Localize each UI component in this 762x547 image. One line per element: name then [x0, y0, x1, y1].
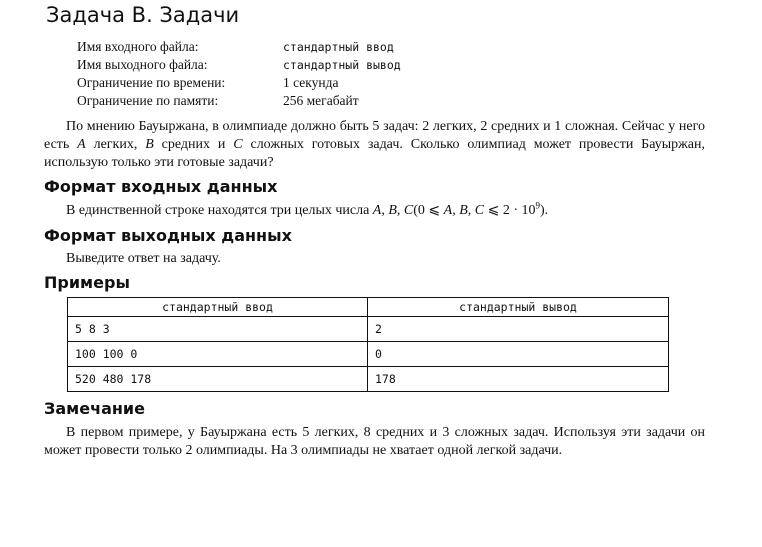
- meta-value: 1 секунда: [283, 75, 339, 90]
- example-input: 5 8 3: [68, 317, 368, 342]
- statement-text: средних и: [153, 137, 234, 152]
- example-output: 0: [368, 342, 669, 367]
- note-heading: Замечание: [44, 399, 145, 418]
- table-row: [68, 367, 669, 392]
- input-text: В единственной строке находятся три целых числа: [66, 203, 373, 218]
- example-input: 520 480 178: [68, 367, 368, 392]
- meta-value: стандартный ввод: [283, 40, 394, 54]
- statement-text: сложных готовых задач. Сколько олимпиад может провести Бауыржан, использую только эти готовые задачи?: [44, 137, 706, 170]
- meta-value: 256 мегабайт: [283, 93, 359, 108]
- formula-part: ⩽ 2 · 10: [484, 203, 536, 218]
- formula-part: (0 ⩽: [413, 203, 444, 218]
- math-var: B: [145, 137, 154, 152]
- formula-exponent: 9: [535, 200, 541, 211]
- meta-value: стандартный вывод: [283, 58, 401, 72]
- note-text: В первом примере, у Бауыржана есть 5 легких, 8 средних и 3 сложных задач. Используя эти задачи он может провести только 2 олимпиады. На 3 олимпиады не хватает одной легкой задачи.: [44, 425, 705, 458]
- table-row: [68, 317, 669, 342]
- column-header-input: стандартный ввод: [68, 298, 368, 317]
- meta-row-memory-limit: [77, 92, 401, 110]
- examples-heading: Примеры: [44, 273, 130, 292]
- meta-row-time-limit: [77, 74, 401, 92]
- math-var: C: [233, 137, 243, 152]
- example-output: 2: [368, 317, 669, 342]
- meta-key: Имя входного файла:: [77, 39, 199, 54]
- problem-title: Задача B. Задачи: [46, 3, 240, 27]
- output-format-text: Выведите ответ на задачу.: [66, 251, 221, 266]
- math-var: A: [77, 137, 86, 152]
- examples-header-row: [68, 298, 669, 317]
- statement-text: По мнению Бауыржана, в олимпиаде должно быть 5 задач: 2 легких, 2 средних и 1 сложная. Сейчас у него есть: [44, 119, 705, 152]
- output-format-heading: Формат выходных данных: [44, 226, 292, 245]
- math-var: A, B, C: [372, 203, 414, 218]
- column-header-output: стандартный вывод: [368, 298, 669, 317]
- problem-meta: [77, 38, 401, 110]
- problem-statement: [44, 118, 705, 172]
- meta-key: Ограничение по памяти:: [77, 93, 219, 108]
- meta-key: Ограничение по времени:: [77, 75, 226, 90]
- example-output: 178: [368, 367, 669, 392]
- meta-row-input-file: [77, 38, 401, 56]
- table-row: [68, 342, 669, 367]
- formula-part: ).: [540, 203, 549, 218]
- examples-table: [67, 297, 669, 392]
- meta-row-output-file: [77, 56, 401, 74]
- statement-text: легких,: [85, 137, 146, 152]
- input-format-heading: Формат входных данных: [44, 177, 278, 196]
- math-var: A, B, C: [443, 203, 485, 218]
- example-input: 100 100 0: [68, 342, 368, 367]
- input-format-text: [44, 202, 705, 220]
- meta-key: Имя выходного файла:: [77, 57, 208, 72]
